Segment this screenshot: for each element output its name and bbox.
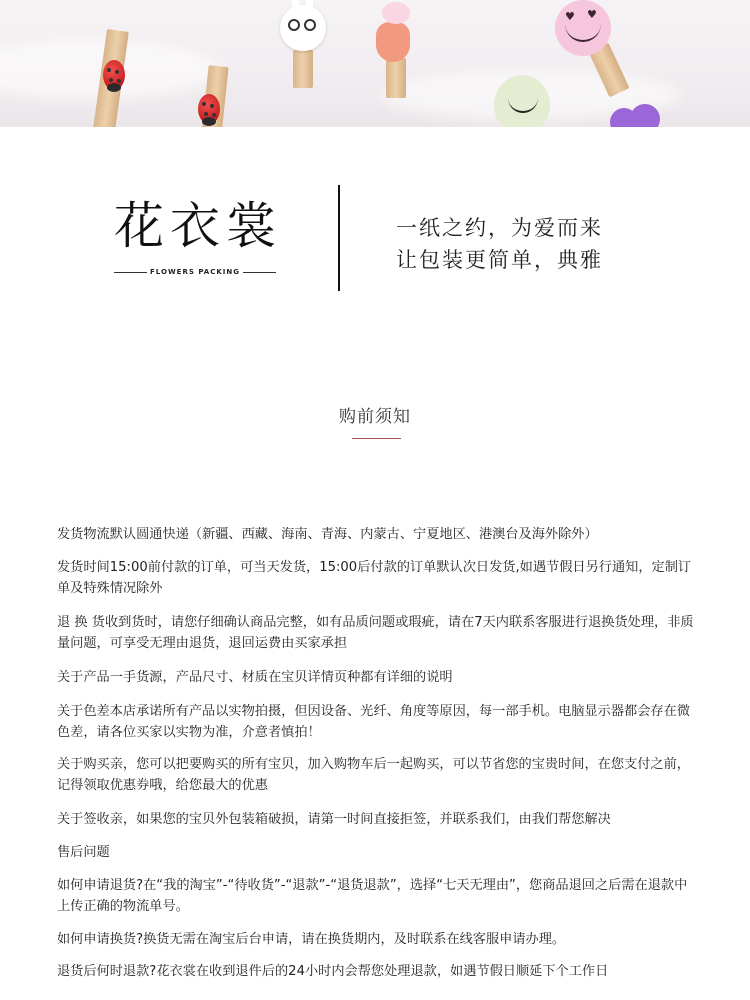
section-title: 购前须知 [339,407,411,427]
notice-text: 本店承诺所有产品以实物拍摄，但因设备、光纤、角度等原因，每一部手机。电脑显示器都会存在微色差，请各位买家以实物为准，介意者慎拍！ [57,704,690,740]
faq-item-exchange [57,929,697,950]
brand-logo-text: 花衣裳 [114,197,282,255]
faq-answer: 换货无需在淘宝后台申请，请在换货期内，及时联系在线客服申请办理。 [143,932,566,947]
brand-slogan [396,212,603,276]
carrot-icon [376,22,410,62]
notice-label: 发货时间 [57,560,110,575]
logo-rule-left [114,272,147,273]
notice-item-receipt [57,809,697,830]
notice-text: 默认圆通快递（新疆、西藏、海南、青海、内蒙古、宁夏地区、港澳台及海外除外） [109,527,598,542]
purple-heart-icon [610,104,660,127]
notice-label: 关于签收 [57,812,110,827]
faq-question: 如何申请换货? [57,932,144,947]
after-sales-heading [57,842,697,863]
notice-text: 一手货源，产品尺寸、材质在宝贝详情页种都有详细的说明 [109,670,453,685]
brand-logo-english: FLOWERS PACKING [150,268,240,276]
notice-item-shipping [57,524,697,545]
notice-label: 退 换 货 [57,615,105,630]
section-title-underline [352,438,401,439]
logo-rule-right [243,272,276,273]
clothespin [293,50,313,88]
faq-answer: 花衣裳在收到退件后的24小时内会帮您处理退款，如遇节假日顺延下个工作日 [156,964,609,979]
heart-eyes-smiley-icon: ♥ ♥ [555,0,611,56]
hero-banner-image [0,0,750,127]
notice-label: 关于产品 [57,670,110,685]
notice-label: 关于色差 [57,704,110,719]
smiley-face-icon [494,75,550,127]
notice-item-shipping-time [57,557,697,599]
brand-logo-subtitle [114,268,276,276]
faq-question: 退货后何时退款? [57,964,157,979]
notice-label: 关于购买 [57,757,110,772]
slogan-line-1: 一纸之约，为爱而来 [396,216,603,240]
notice-item-returns [57,612,697,654]
clothespin [386,58,406,98]
notice-label: 发货物流 [57,527,110,542]
notice-item-purchase [57,754,697,796]
ladybug-icon [103,60,125,90]
faq-question: 如何申请退货? [57,878,144,893]
bunny-face-icon [280,5,326,51]
notice-text: 亲，您可以把要购买的所有宝贝，加入购物车后一起购买，可以节省您的宝贵时间，在您支付之前，记得领取优惠券哦，给您最大的优惠 [57,757,690,793]
slogan-line-2: 让包装更简单，典雅 [396,248,603,272]
after-sales-title: 售后问题 [57,845,110,860]
bunny-head-icon [382,2,410,24]
faq-answer: 在“我的淘宝”-“待收货”-“退款”-“退货退款”，选择“七天无理由”，您商品退回之后需在退款中上传正确的物流单号。 [57,878,688,914]
faq-item-return [57,875,697,917]
notice-item-color-difference [57,701,697,743]
notice-text: 15:00前付款的订单，可当天发货，15:00后付款的订单默认次日发货,如遇节假日另行通知，定制订单及特殊情况除外 [57,560,692,596]
vertical-divider [338,185,340,291]
ladybug-icon [198,94,220,124]
faq-item-refund-time [57,961,697,982]
notice-text: 收到货时，请您仔细确认商品完整，如有品质问题或瑕疵，请在7天内联系客服进行退换货处理，非质量问题，可享受无理由退货，退回运费由买家承担 [57,615,694,651]
notice-item-product [57,667,697,688]
notice-text: 亲，如果您的宝贝外包装箱破损，请第一时间直接拒签，并联系我们，由我们帮您解决 [109,812,611,827]
